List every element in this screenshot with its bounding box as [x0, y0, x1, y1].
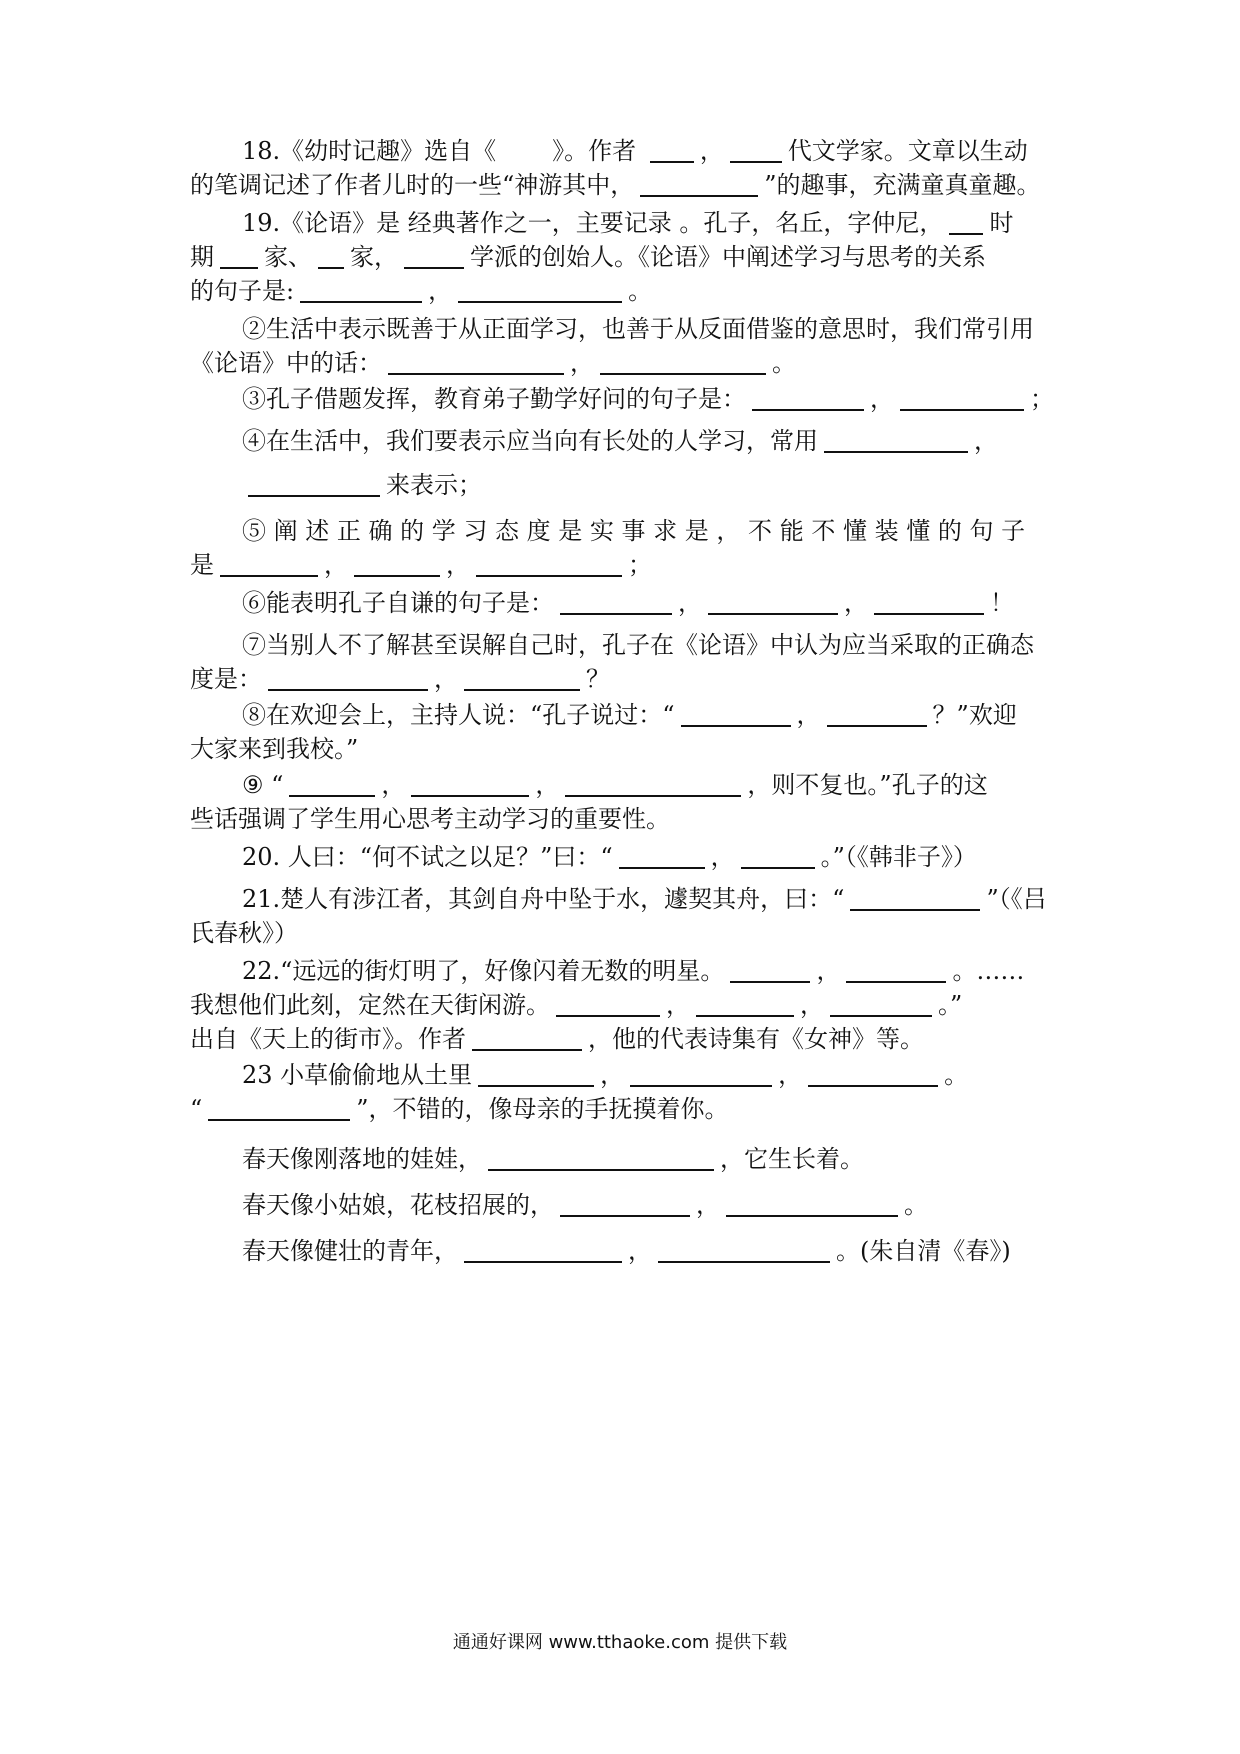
- text: ，: [678, 589, 702, 617]
- subquestion-7: [190, 628, 1060, 696]
- footer-credit: 通通好课网 www.tthaoke.com 提供下载: [452, 1632, 788, 1653]
- answer-blank[interactable]: [476, 551, 622, 577]
- text: 是: [190, 551, 214, 579]
- answer-blank[interactable]: [458, 277, 622, 303]
- text: 大家来到我校。”: [190, 735, 359, 763]
- answer-blank[interactable]: [464, 1237, 622, 1263]
- text: ④在生活中，我们要表示应当向有长处的人学习，常用: [242, 427, 818, 455]
- text: ；: [628, 551, 652, 579]
- answer-blank[interactable]: [464, 665, 580, 691]
- text: 。(朱自清《春》): [836, 1237, 1011, 1265]
- text: 我想他们此刻，定然在天街闲游。: [190, 991, 550, 1019]
- text: 。……: [952, 957, 1025, 985]
- subquestion-6: [190, 586, 1060, 620]
- subquestion-5: [190, 514, 1060, 582]
- answer-blank[interactable]: [640, 171, 758, 197]
- text: ⑤ 阐 述 正 确 的 学 习 态 度 是 实 事 求 是 ， 不 能 不 懂 装 懂 的 句 子: [242, 517, 1026, 545]
- text: ”的趣事，充满童真童趣。: [764, 171, 1041, 199]
- text: 21.楚人有涉江者，其剑自舟中坠于水，遽契其舟，曰：“: [242, 885, 845, 913]
- subquestion-4: [190, 424, 1060, 502]
- answer-blank[interactable]: [874, 589, 984, 615]
- answer-blank[interactable]: [824, 427, 968, 453]
- answer-blank[interactable]: [949, 209, 983, 235]
- answer-blank[interactable]: [208, 1095, 350, 1121]
- text: 的笔调记述了作者儿时的一些“神游其中，: [190, 171, 635, 199]
- text: ⑦当别人不了解甚至误解自己时，孔子在《论语》中认为应当采取的正确态: [242, 631, 1034, 659]
- text: ，: [696, 1191, 720, 1219]
- text: ⑥能表明孔子自谦的句子是：: [242, 589, 554, 617]
- answer-blank[interactable]: [560, 1191, 690, 1217]
- answer-blank[interactable]: [478, 1061, 594, 1087]
- question-19: [190, 206, 1060, 308]
- answer-blank[interactable]: [220, 551, 318, 577]
- text: 《论语》中的话：: [190, 349, 382, 377]
- text: ，他的代表诗集有《女神》等。: [588, 1025, 924, 1053]
- text: ，: [600, 1061, 625, 1089]
- answer-blank[interactable]: [488, 1145, 714, 1171]
- text: 20. 人曰：“何不试之以足？”曰：“: [242, 843, 613, 871]
- answer-blank[interactable]: [741, 843, 815, 869]
- answer-blank[interactable]: [354, 551, 440, 577]
- question-18: [190, 134, 1060, 202]
- answer-blank[interactable]: [411, 771, 529, 797]
- text: 。: [772, 349, 796, 377]
- text: 学派的创始人。《论语》中阐述学习与思考的关系: [470, 243, 986, 271]
- text: 春天像健壮的青年，: [242, 1237, 458, 1265]
- text: 。: [628, 277, 653, 305]
- text: ”，不错的，像母亲的手抚摸着你。: [356, 1095, 729, 1123]
- text: 。: [944, 1061, 969, 1089]
- text: ⑧在欢迎会上，主持人说：“孔子说过：“: [242, 701, 675, 729]
- answer-blank[interactable]: [730, 137, 782, 163]
- text: ；: [1030, 385, 1054, 413]
- text: 18.《幼时记趣》选自《: [242, 137, 497, 165]
- answer-blank[interactable]: [565, 771, 741, 797]
- answer-blank[interactable]: [388, 349, 564, 375]
- text: “: [190, 1095, 203, 1123]
- answer-blank[interactable]: [289, 771, 375, 797]
- text: ，: [710, 843, 735, 871]
- answer-blank[interactable]: [619, 843, 705, 869]
- answer-blank[interactable]: [827, 701, 927, 727]
- text: ，: [535, 771, 560, 799]
- answer-blank[interactable]: [220, 243, 258, 269]
- answer-blank[interactable]: [650, 137, 694, 163]
- text: ，: [324, 551, 348, 579]
- text: 的句子是:: [190, 277, 295, 305]
- text: 时: [989, 209, 1014, 237]
- text: ，: [844, 589, 868, 617]
- text: 期: [190, 243, 214, 271]
- text: 家、: [264, 243, 312, 271]
- text: ③孔子借题发挥，教育弟子勤学好问的句子是：: [242, 385, 746, 413]
- subquestion-2: [190, 312, 1060, 380]
- answer-blank[interactable]: [600, 349, 766, 375]
- answer-blank[interactable]: [900, 385, 1024, 411]
- answer-blank[interactable]: [696, 991, 794, 1017]
- answer-blank[interactable]: [850, 885, 980, 911]
- text: ，: [628, 1237, 652, 1265]
- answer-blank[interactable]: [248, 471, 380, 497]
- text: ？”欢迎: [932, 701, 1017, 729]
- question-22: [190, 954, 1060, 1056]
- text: ，: [446, 551, 470, 579]
- text: ，: [381, 771, 406, 799]
- text: ？: [586, 665, 610, 693]
- answer-blank[interactable]: [681, 701, 791, 727]
- subquestion-3: [190, 382, 1060, 416]
- answer-blank[interactable]: [472, 1025, 582, 1051]
- text: 23 小草偷偷地从土里: [242, 1061, 473, 1089]
- question-20: [190, 840, 1060, 874]
- answer-blank[interactable]: [730, 957, 810, 983]
- text: 氏春秋》）: [190, 919, 298, 947]
- text: 代文学家。文章以生动: [787, 137, 1028, 165]
- text: ，: [428, 277, 453, 305]
- answer-blank[interactable]: [268, 665, 428, 691]
- answer-blank[interactable]: [300, 277, 422, 303]
- text: 》。作者: [552, 137, 637, 165]
- text: ，: [796, 701, 821, 729]
- subquestion-9: [190, 768, 1060, 836]
- text: ，: [870, 385, 894, 413]
- text: 22.“远远的街灯明了，好像闪着无数的明星。: [242, 957, 725, 985]
- question-21: [190, 882, 1060, 950]
- text: ②生活中表示既善于从正面学习，也善于从反面借鉴的意思时，我们常引用: [242, 315, 1034, 343]
- text: ，: [570, 349, 594, 377]
- text: ，: [778, 1061, 803, 1089]
- answer-blank[interactable]: [630, 1061, 772, 1087]
- text: 19.《论语》是 经典著作之一，主要记录 。孔子，名丘，字仲尼，: [242, 209, 944, 237]
- text: ！: [990, 589, 1014, 617]
- text: ，: [434, 665, 458, 693]
- text: 度是：: [190, 665, 262, 693]
- text: ，它生长着。: [720, 1145, 864, 1173]
- text: ，: [699, 137, 724, 165]
- subquestion-8: [190, 698, 1060, 766]
- answer-blank[interactable]: [708, 589, 838, 615]
- text: ，: [816, 957, 841, 985]
- text: 些话强调了学生用心思考主动学习的重要性。: [190, 805, 670, 833]
- text: 春天像小姑娘，花枝招展的，: [242, 1191, 554, 1219]
- text: 家，: [350, 243, 398, 271]
- answer-blank[interactable]: [726, 1191, 898, 1217]
- text: 出自《天上的街市》。作者: [190, 1025, 466, 1053]
- text: ⑨ “: [242, 771, 284, 799]
- answer-blank[interactable]: [556, 991, 660, 1017]
- text: ，则不复也。”孔子的这: [747, 771, 988, 799]
- answer-blank[interactable]: [318, 243, 344, 269]
- question-23: [190, 1058, 1060, 1268]
- text: 。”: [938, 991, 963, 1019]
- answer-blank[interactable]: [830, 991, 932, 1017]
- answer-blank[interactable]: [404, 243, 464, 269]
- text: ，: [666, 991, 690, 1019]
- text: ”（《吕: [986, 885, 1047, 913]
- text: 。”（《韩非子》）: [820, 843, 977, 871]
- text: ，: [974, 427, 998, 455]
- answer-blank[interactable]: [846, 957, 946, 983]
- answer-blank[interactable]: [658, 1237, 830, 1263]
- text: 。: [904, 1191, 928, 1219]
- text: 来表示；: [386, 471, 482, 499]
- answer-blank[interactable]: [560, 589, 672, 615]
- answer-blank[interactable]: [752, 385, 864, 411]
- text: ，: [800, 991, 824, 1019]
- answer-blank[interactable]: [808, 1061, 938, 1087]
- text: 春天像刚落地的娃娃，: [242, 1145, 482, 1173]
